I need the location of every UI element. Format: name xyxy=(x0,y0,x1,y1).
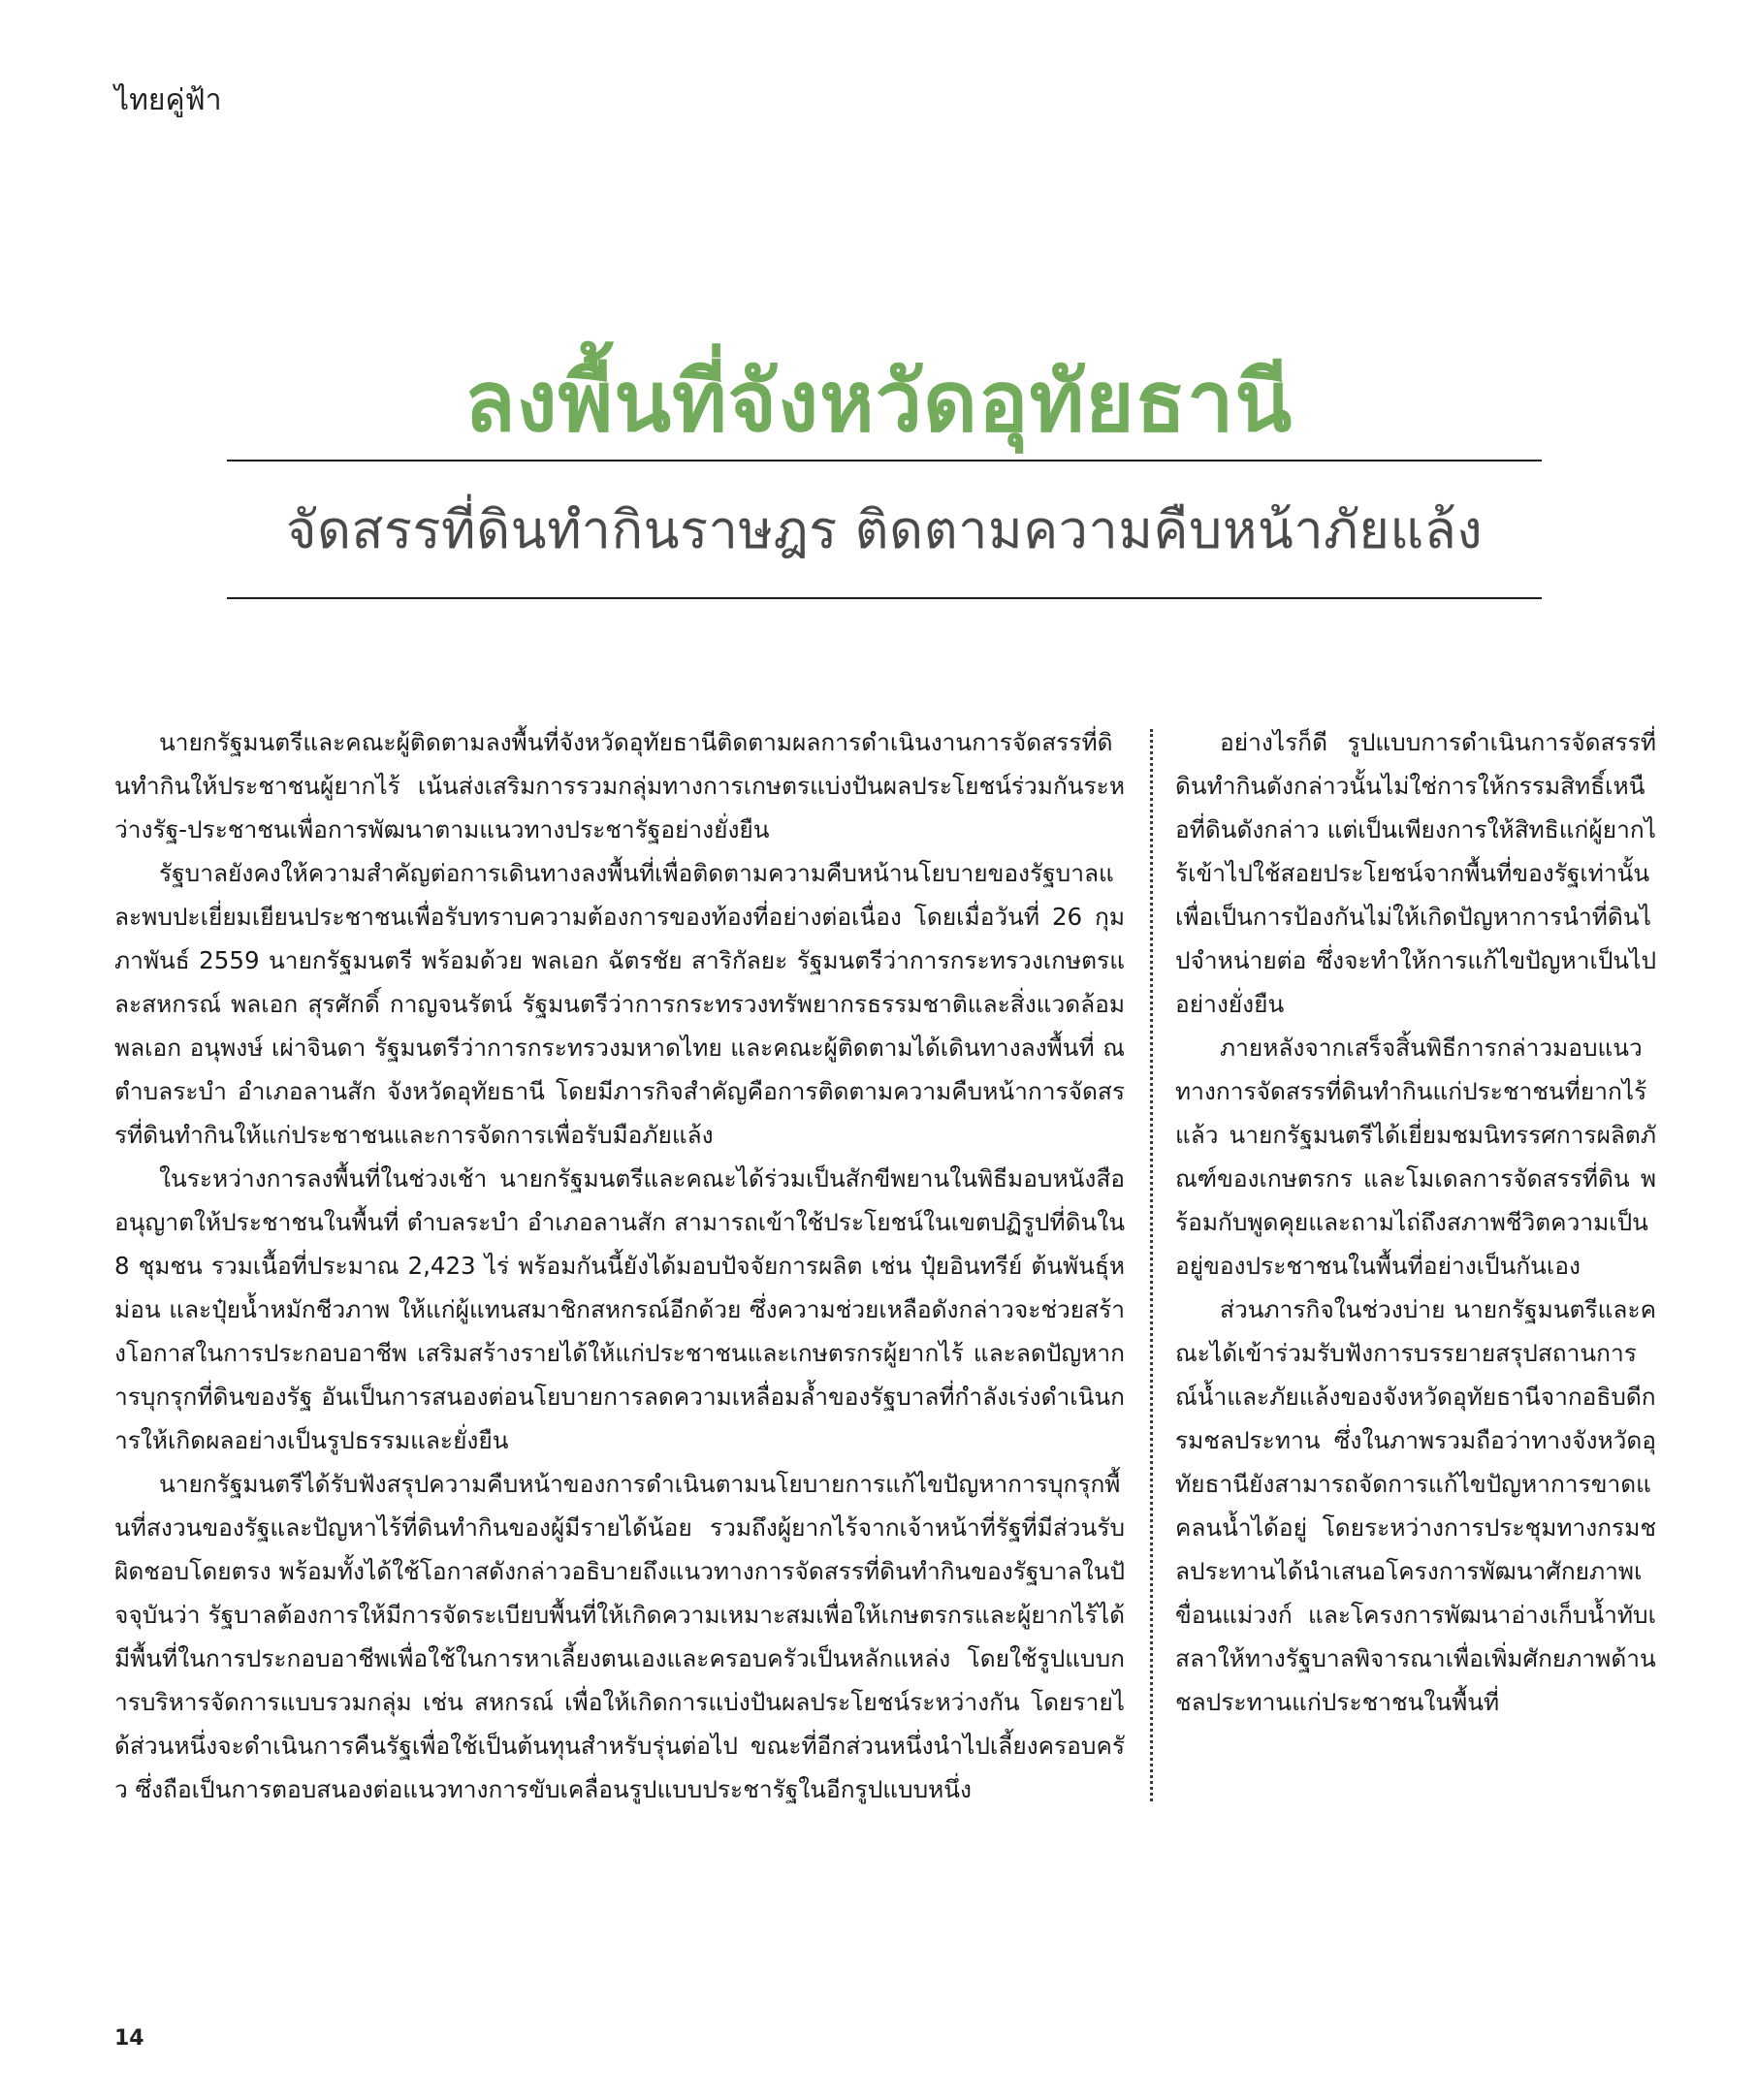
paragraph: ภายหลังจากเสร็จสิ้นพิธีการกล่าวมอบแนวทางการจัดสรรที่ดินทำกินแก่ประชาชนที่ยากไร้แล้ว นายกรัฐมนตรีได้เยี่ยมชมนิทรรศการผลิตภัณฑ์ของเกษตรกร และโมเดลการจัดสรรที่ดิน พร้อมกับพูดคุยและถามไถ่ถึงสภาพชีวิตความเป็นอยู่ของประชาชนในพื้นที่อย่างเป็นกันเอง xyxy=(1175,1034,1656,1280)
article-title: ลงพื้นที่จังหวัดอุทัยธานี xyxy=(463,354,1294,451)
left-column xyxy=(114,720,1125,1811)
running-head: ไทยคู่ฟ้า xyxy=(114,83,222,117)
page-number: 14 xyxy=(114,2026,144,2051)
article-subtitle: จัดสรรที่ดินทำกินราษฎร ติดตามความคืบหน้าภัยแล้ง xyxy=(285,499,1484,560)
paragraph: ส่วนภารกิจในช่วงบ่าย นายกรัฐมนตรีและคณะได้เข้าร่วมรับฟังการบรรยายสรุปสถานการณ์น้ำและภัยแล้งของจังหวัดอุทัยธานีจากอธิบดีกรมชลประทาน ซึ่งในภาพรวมถือว่าทางจังหวัดอุทัยธานียังสามารถจัดการแก้ไขปัญหาการขาดแคลนน้ำได้อยู่ โดยระหว่างการประชุมทางกรมชลประทานได้นำเสนอโครงการพัฒนาศักยภาพเขื่อนแม่วงก์ และโครงการพัฒนาอ่างเก็บน้ำทับเสลาให้ทางรัฐบาลพิจารณาเพื่อเพิ่มศักยภาพด้านชลประทานแก่ประชาชนในพื้นที่ xyxy=(1175,1295,1656,1716)
column-divider xyxy=(1150,729,1153,1801)
paragraph: นายกรัฐมนตรีและคณะผู้ติดตามลงพื้นที่จังหวัดอุทัยธานีติดตามผลการดำเนินงานการจัดสรรที่ดินทำกินให้ประชาชนผู้ยากไร้ เน้นส่งเสริมการรวมกลุ่มทางการเกษตรแบ่งปันผลประโยชน์ร่วมกันระหว่างรัฐ-ประชาชนเพื่อการพัฒนาตามแนวทางประชารัฐอย่างยั่งยืน xyxy=(114,728,1125,843)
paragraph: รัฐบาลยังคงให้ความสำคัญต่อการเดินทางลงพื้นที่เพื่อติดตามความคืบหน้านโยบายของรัฐบาลและพบปะเยี่ยมเยียนประชาชนเพื่อรับทราบความต้องการของท้องที่อย่างต่อเนื่อง โดยเมื่อวันที่ 26 กุมภาพันธ์ 2559 นายกรัฐมนตรี พร้อมด้วย พลเอก ฉัตรชัย สาริกัลยะ รัฐมนตรีว่าการกระทรวงเกษตรและสหกรณ์ พลเอก สุรศักดิ์ กาญจนรัตน์ รัฐมนตรีว่าการกระทรวงทรัพยากรธรรมชาติและสิ่งแวดล้อม พลเอก อนุพงษ์ เผ่าจินดา รัฐมนตรีว่าการกระทรวงมหาดไทย และคณะผู้ติดตามได้เดินทางลงพื้นที่ ณ ตำบลระบำ อำเภอลานสัก จังหวัดอุทัยธานี โดยมีภารกิจสำคัญคือการติดตามความคืบหน้าการจัดสรรที่ดินทำกินให้แก่ประชาชนและการจัดการเพื่อรับมือภัยแล้ง xyxy=(114,859,1125,1149)
paragraph: อย่างไรก็ดี รูปแบบการดำเนินการจัดสรรที่ดินทำกินดังกล่าวนั้นไม่ใช่การให้กรรมสิทธิ์เหนือที่ดินดังกล่าว แต่เป็นเพียงการให้สิทธิแก่ผู้ยากไร้เข้าไปใช้สอยประโยชน์จากพื้นที่ของรัฐเท่านั้น เพื่อเป็นการป้องกันไม่ให้เกิดปัญหาการนำที่ดินไปจำหน่ายต่อ ซึ่งจะทำให้การแก้ไขปัญหาเป็นไปอย่างยั่งยืน xyxy=(1175,728,1656,1018)
paragraph: นายกรัฐมนตรีได้รับฟังสรุปความคืบหน้าของการดำเนินตามนโยบายการแก้ไขปัญหาการบุกรุกพื้นที่สงวนของรัฐและปัญหาไร้ที่ดินทำกินของผู้มีรายได้น้อย รวมถึงผู้ยากไร้จากเจ้าหน้าที่รัฐที่มีส่วนรับผิดชอบโดยตรง พร้อมทั้งได้ใช้โอกาสดังกล่าวอธิบายถึงแนวทางการจัดสรรที่ดินทำกินของรัฐบาลในปัจจุบันว่า รัฐบาลต้องการให้มีการจัดระเบียบพื้นที่ให้เกิดความเหมาะสมเพื่อให้เกษตรกรและผู้ยากไร้ได้มีพื้นที่ในการประกอบอาชีพเพื่อใช้ในการหาเลี้ยงตนเองและครอบครัวเป็นหลักแหล่ง โดยใช้รูปแบบการบริหารจัดการแบบรวมกลุ่ม เช่น สหกรณ์ เพื่อให้เกิดการแบ่งปันผลประโยชน์ระหว่างกัน โดยรายได้ส่วนหนึ่งจะดำเนินการคืนรัฐเพื่อใช้เป็นต้นทุนสำหรับรุ่นต่อไป ขณะที่อีกส่วนหนึ่งนำไปเลี้ยงครอบครัว ซึ่งถือเป็นการตอบสนองต่อแนวทางการขับเคลื่อนรูปแบบประชารัฐในอีกรูปแบบหนึ่ง xyxy=(114,1470,1125,1803)
right-column xyxy=(1175,720,1656,1724)
title-rule-bottom xyxy=(227,597,1542,599)
title-rule-top xyxy=(227,460,1542,461)
paragraph: ในระหว่างการลงพื้นที่ในช่วงเช้า นายกรัฐมนตรีและคณะได้ร่วมเป็นสักขีพยานในพิธีมอบหนังสืออนุญาตให้ประชาชนในพื้นที่ ตำบลระบำ อำเภอลานสัก สามารถเข้าใช้ประโยชน์ในเขตปฏิรูปที่ดินใน 8 ชุมชน รวมเนื้อที่ประมาณ 2,423 ไร่ พร้อมกันนี้ยังได้มอบปัจจัยการผลิต เช่น ปุ๋ยอินทรีย์ ต้นพันธุ์หม่อน และปุ๋ยน้ำหมักชีวภาพ ให้แก่ผู้แทนสมาชิกสหกรณ์อีกด้วย ซึ่งความช่วยเหลือดังกล่าวจะช่วยสร้างโอกาสในการประกอบอาชีพ เสริมสร้างรายได้ให้แก่ประชาชนและเกษตรกรผู้ยากไร้ และลดปัญหาการบุกรุกที่ดินของรัฐ อันเป็นการสนองต่อนโยบายการลดความเหลื่อมล้ำของรัฐบาลที่กำลังเร่งดำเนินการให้เกิดผลอย่างเป็นรูปธรรมและยั่งยืน xyxy=(114,1164,1125,1454)
